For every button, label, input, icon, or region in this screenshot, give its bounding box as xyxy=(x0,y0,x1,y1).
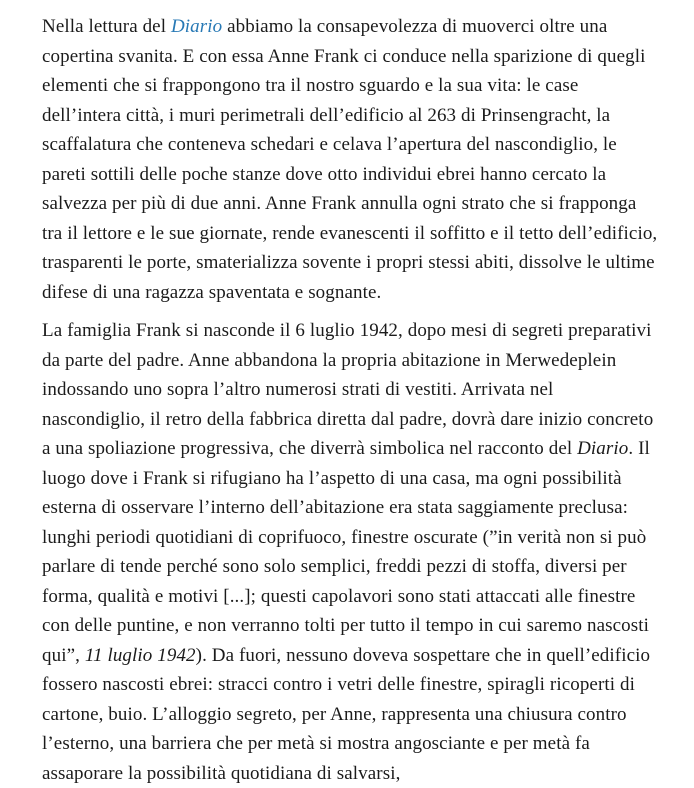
text-run: . Il luogo dove i Frank si rifugiano ha l’aspetto di una casa, ma ogni possibilità esterna di osservare l’interno dell’abitazione era stata saggiamente preclusa: lunghi periodi quotidiani di coprifuoco, finestre oscurate (”in verità non si può parlare di tende perché sono solo semplici, freddi pezzi di stoffa, diversi per forma, qualità e motivi [...]; questi capolavori sono stati attaccati alle finestre con delle puntine, e non verranno tolti per tutto il tempo in cui saremo nascosti qui”, xyxy=(42,438,650,666)
paragraph xyxy=(42,12,658,307)
diario-title-italic: Diario xyxy=(577,438,629,459)
text-run: ). Da fuori, nessuno doveva sospettare che in quell’edificio fossero nascosti ebrei: stracci contro i vetri delle finestre, spiragli ricoperti di cartone, buio. L’alloggio segreto, per Anne, rappresenta una chiusura contro l’esterno, una barriera che per metà si mostra angosciante e per metà fa assaporare la possibilità quotidiana di salvarsi, xyxy=(42,644,651,784)
diario-link[interactable]: Diario xyxy=(170,16,223,37)
text-run: Nella lettura del xyxy=(42,16,171,37)
paragraph xyxy=(42,316,658,788)
text-run: La famiglia Frank si nasconde il 6 luglio 1942, dopo mesi di segreti preparativi da parte del padre. Anne abbandona la propria abitazione in Merwedeplein indossando uno sopra l’altro numerosi strati di vestiti. Arrivata nel nascondiglio, il retro della fabbrica diretta dal padre, dovrà dare inizio concreto a una spoliazione progressiva, che diverrà simbolica nel racconto del xyxy=(42,320,654,459)
diary-date-italic: 11 luglio 1942 xyxy=(84,644,196,666)
text-run: abbiamo la consapevolezza di muoverci oltre una copertina svanita. E con essa Anne Frank ci conduce nella sparizione di quegli elementi che si frappongono tra il nostro sguardo e la sua vita: le case dell’intera città, i muri perimetrali dell’edificio al 263 di Prinsengracht, la scaffalatura che conteneva schedari e celava l’apertura del nascondiglio, le pareti sottili delle poche stanze dove otto individui ebrei hanno cercato la salvezza per più di due anni. Anne Frank annulla ogni strato che si frapponga tra il lettore e le sue giornate, rende evanescenti il soffitto e il tetto dell’edificio, trasparenti le porte, smaterializza sovente i propri stessi abiti, dissolve le ultime difese di una ragazza spaventata e sognante. xyxy=(42,16,658,303)
